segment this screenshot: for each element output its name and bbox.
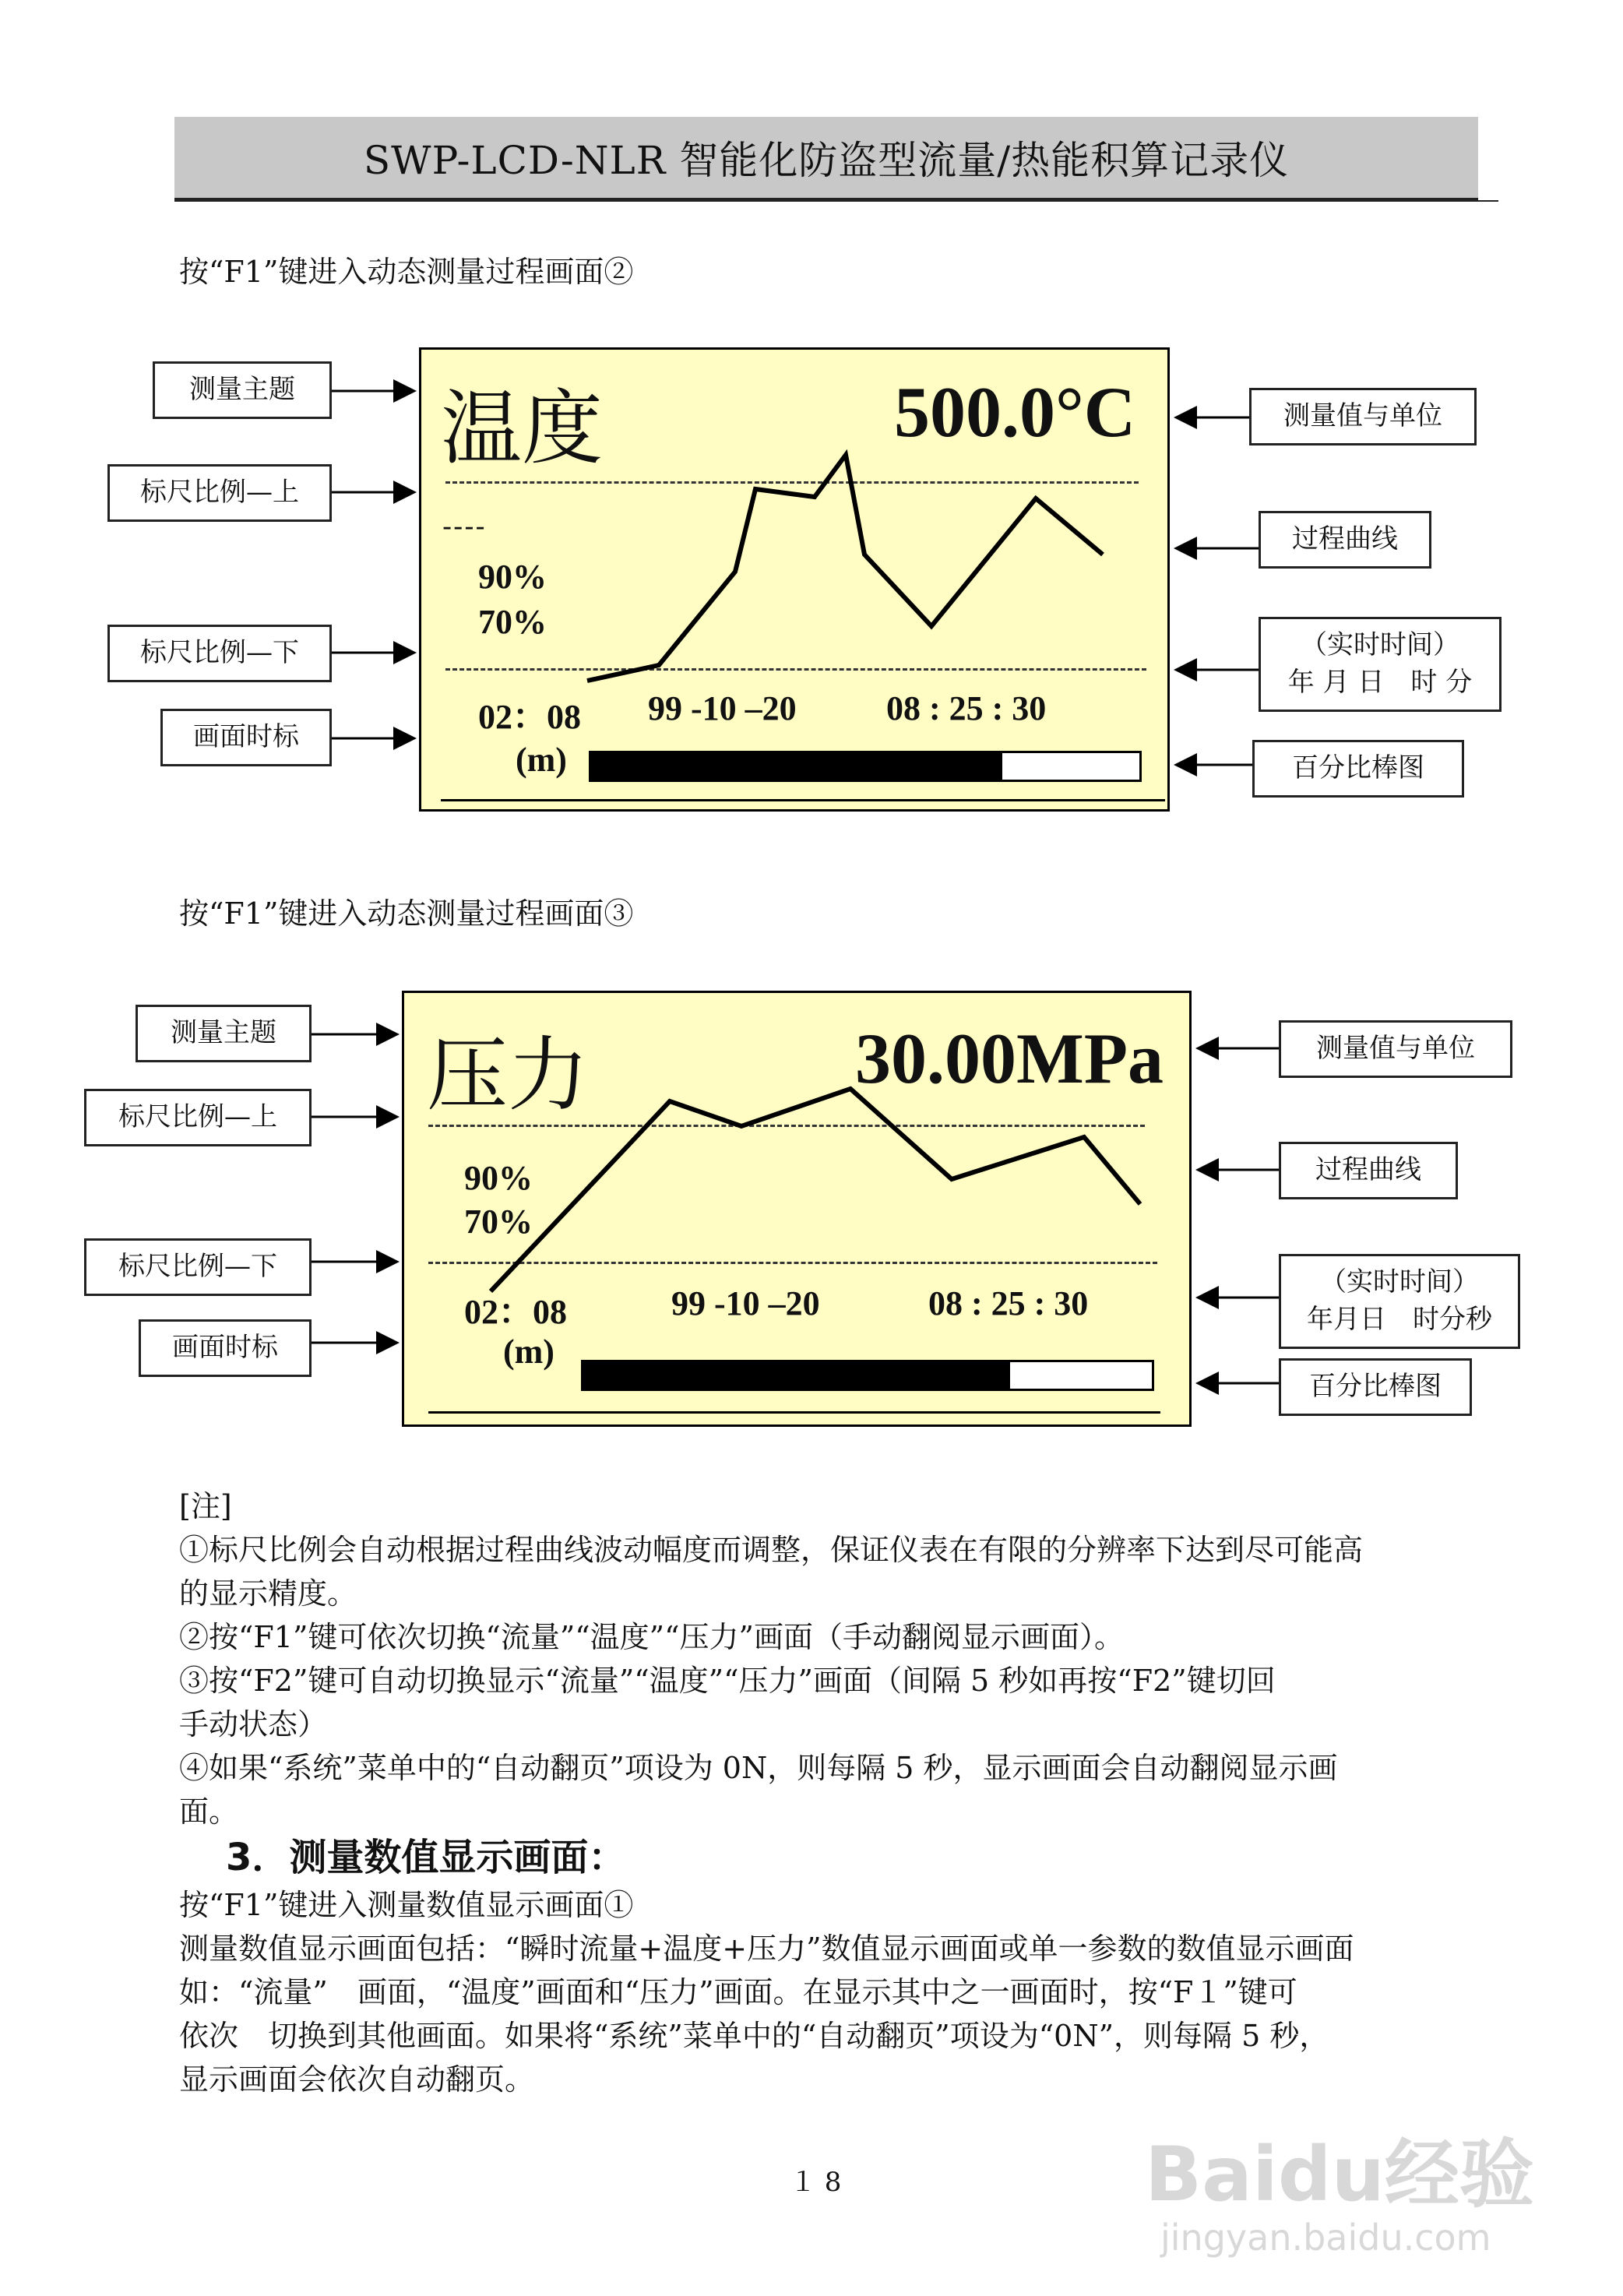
screen1-time-unit: (m) bbox=[516, 741, 567, 779]
screen2-scale-lower: 70% bbox=[464, 1203, 533, 1241]
screen2-process-curve bbox=[491, 1089, 1140, 1291]
callout-s1-realtime-line2: 年 月 日 时 分 bbox=[1287, 667, 1473, 698]
screen2-time-unit: (m) bbox=[503, 1333, 554, 1371]
screen1-scale-lower: 70% bbox=[478, 603, 547, 641]
screen2-scale-upper: 90% bbox=[464, 1159, 533, 1197]
screen1-process-curve bbox=[587, 455, 1103, 681]
page-number: １ 8 bbox=[790, 2167, 842, 2198]
notes-block bbox=[179, 1528, 1519, 1833]
screen1-scale-upper: 90% bbox=[478, 558, 547, 596]
note-line: 面。 bbox=[179, 1794, 239, 1829]
callout-s1-bargraph: 百分比棒图 bbox=[1252, 740, 1464, 798]
screen1-caption: 按“F1”键进入动态测量过程画面② bbox=[179, 255, 634, 289]
notes-heading: [注] bbox=[179, 1489, 232, 1523]
callout-s2-value-unit: 测量值与单位 bbox=[1279, 1020, 1512, 1078]
screen2-time-scale: 02：08 bbox=[464, 1293, 567, 1331]
note-line: ②按“F1”键可依次切换“流量”“温度”“压力”画面（手动翻阅显示画面）。 bbox=[179, 1620, 1124, 1654]
section-line: 依次 切换到其他画面。如果将“系统”菜单中的“自动翻页”项设为“0N”，则每隔 5 秒， bbox=[179, 2019, 1329, 2053]
screen2-subject: 压力 bbox=[427, 1027, 590, 1122]
callout-s1-realtime-line1: （实时时间） bbox=[1301, 629, 1459, 661]
screen1-value: 500.0°C bbox=[894, 372, 1136, 452]
callout-s1-scale-lower: 标尺比例—下 bbox=[107, 625, 332, 682]
section-line: 显示画面会依次自动翻页。 bbox=[179, 2062, 535, 2097]
section-body bbox=[179, 1883, 1519, 2101]
callout-s1-subject: 测量主题 bbox=[153, 361, 332, 419]
callout-s2-curve: 过程曲线 bbox=[1279, 1142, 1458, 1199]
callout-s2-time-scale: 画面时标 bbox=[139, 1319, 312, 1377]
callout-s1-scale-upper: 标尺比例—上 bbox=[107, 464, 332, 522]
callout-s2-scale-lower: 标尺比例—下 bbox=[84, 1238, 312, 1296]
screen2-value: 30.00MPa bbox=[855, 1019, 1164, 1098]
screen2-caption: 按“F1”键进入动态测量过程画面③ bbox=[179, 896, 634, 931]
callout-s2-realtime-line2: 年月日 时分秒 bbox=[1307, 1304, 1492, 1335]
callout-s1-value-unit: 测量值与单位 bbox=[1249, 388, 1477, 445]
callout-s1-curve: 过程曲线 bbox=[1259, 511, 1431, 569]
screen2-time: 08 : 25 : 30 bbox=[928, 1284, 1089, 1322]
screen1-subject: 温度 bbox=[441, 381, 604, 476]
callout-s2-realtime-line1: （实时时间） bbox=[1320, 1266, 1479, 1298]
screen2-date: 99 -10 –20 bbox=[671, 1284, 820, 1322]
note-line: 手动状态） bbox=[179, 1707, 328, 1741]
screen1-dash-tail: ---- bbox=[442, 511, 487, 543]
callout-s2-subject: 测量主题 bbox=[136, 1005, 312, 1062]
section-line: 测量数值显示画面包括：“瞬时流量+温度+压力”数值显示画面或单一参数的数值显示画面 bbox=[179, 1932, 1354, 1966]
screen1-time: 08 : 25 : 30 bbox=[886, 689, 1047, 727]
note-line: ④如果“系统”菜单中的“自动翻页”项设为 0N，则每隔 5 秒，显示画面会自动翻阅显示画 bbox=[179, 1751, 1338, 1785]
screen1-date: 99 -10 –20 bbox=[648, 689, 797, 727]
callout-s2-scale-upper: 标尺比例—上 bbox=[84, 1089, 312, 1146]
section-line: 按“F1”键进入测量数值显示画面① bbox=[179, 1888, 634, 1922]
callout-s2-bargraph: 百分比棒图 bbox=[1279, 1358, 1472, 1416]
note-line: 的显示精度。 bbox=[179, 1576, 357, 1611]
note-line: ①标尺比例会自动根据过程曲线波动幅度而调整，保证仪表在有限的分辨率下达到尽可能高 bbox=[179, 1533, 1364, 1567]
note-line: ③按“F2”键可自动切换显示“流量”“温度”“压力”画面（间隔 5 秒如再按“F2”键切回 bbox=[179, 1664, 1276, 1698]
watermark-url: jingyan.baidu.com bbox=[1160, 2217, 1491, 2259]
callout-s1-time-scale: 画面时标 bbox=[160, 709, 332, 766]
section-title: 3．测量数值显示画面： bbox=[226, 1836, 626, 1879]
section-line: 如：“流量” 画面，“温度”画面和“压力”画面。在显示其中之一画面时，按“F１”键可 bbox=[179, 1975, 1297, 2009]
watermark-logo: Baidu经验 bbox=[1145, 2131, 1534, 2218]
screen1-time-scale: 02：08 bbox=[478, 698, 581, 736]
header-title: SWP-LCD-NLR 智能化防盗型流量/热能积算记录仪 bbox=[363, 138, 1290, 183]
